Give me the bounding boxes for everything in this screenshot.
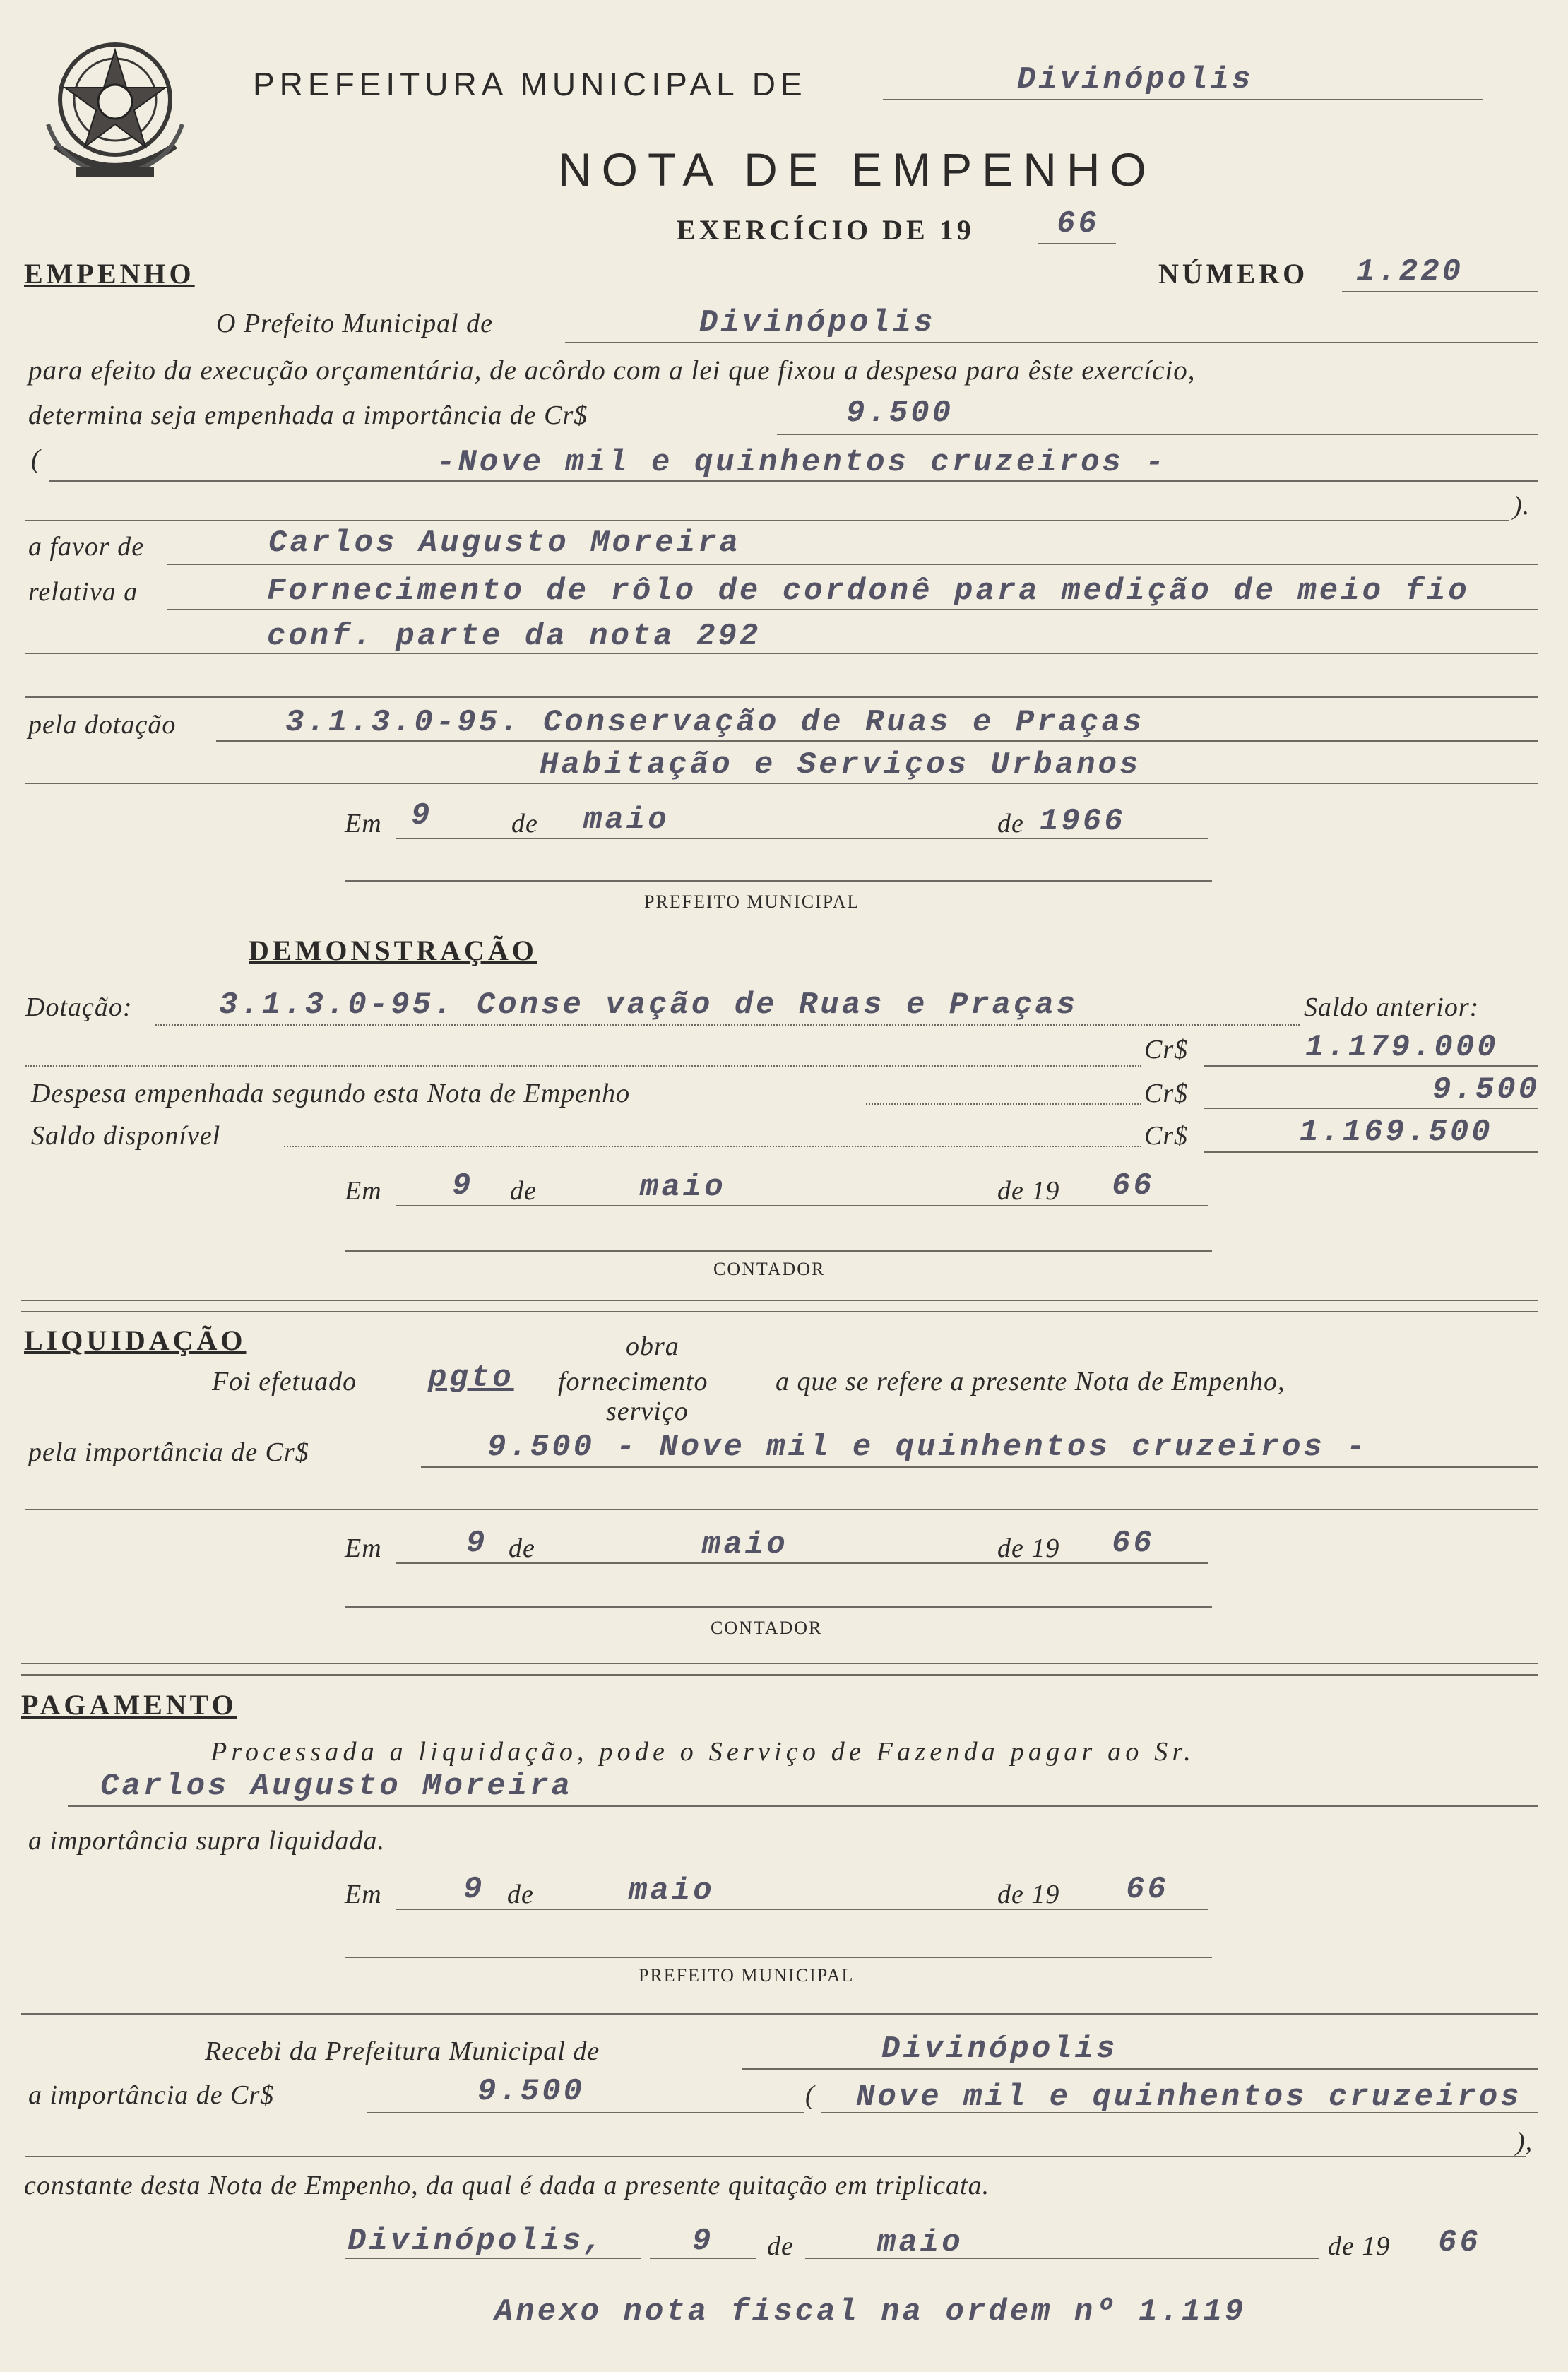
despesa-label: Despesa empenhada segundo esta Nota de Empenho bbox=[31, 1079, 631, 1108]
recibo-amount: 9.500 bbox=[477, 2074, 586, 2109]
prefeito-city-line bbox=[565, 342, 1538, 343]
recibo-city: Divinópolis bbox=[881, 2032, 1118, 2067]
relativa-label: relativa a bbox=[28, 577, 138, 607]
despesa-currency: Cr$ bbox=[1144, 1079, 1189, 1108]
execucao-text: para efeito da execução orçamentária, de acôrdo com a lei que fixou a despesa para êste exercício, bbox=[28, 355, 1196, 386]
favor-name: Carlos Augusto Moreira bbox=[268, 526, 741, 561]
demo-date-day: 9 bbox=[452, 1168, 474, 1204]
pag-date-month: maio bbox=[629, 1873, 715, 1909]
saldo-disponivel-line bbox=[1204, 1151, 1538, 1153]
prefeitura-city-line bbox=[883, 99, 1483, 100]
empenho-date-de1: de bbox=[511, 809, 538, 838]
document-title: NOTA DE EMPENHO bbox=[558, 143, 1156, 196]
numero-line bbox=[1342, 291, 1538, 292]
pag-date-de1: de bbox=[507, 1880, 534, 1909]
pag-signature-label: PREFEITO MUNICIPAL bbox=[639, 1965, 855, 1986]
relativa-line-1 bbox=[167, 609, 1538, 610]
determina-text: determina seja empenhada a importância de Cr$ bbox=[28, 401, 588, 430]
option-servico: serviço bbox=[606, 1396, 689, 1426]
close-paren: ). bbox=[1513, 491, 1531, 521]
recibo-open-paren: ( bbox=[805, 2080, 815, 2110]
pag-date-day: 9 bbox=[463, 1872, 485, 1907]
pagamento-divider bbox=[21, 1663, 1538, 1664]
dotacao-line1-text: 3.1.3.0-95. Conservação de Ruas e Praças bbox=[285, 705, 1145, 740]
saldo-anterior-line bbox=[1204, 1065, 1538, 1067]
refere-text: a que se refere a presente Nota de Empenho, bbox=[776, 1367, 1285, 1396]
liquidacao-divider-2 bbox=[21, 1311, 1538, 1312]
recibo-day-line bbox=[650, 2258, 756, 2259]
pag-date-de2: de 19 bbox=[997, 1880, 1060, 1909]
numero-label: NÚMERO bbox=[1158, 258, 1309, 290]
liq-date-de2: de 19 bbox=[997, 1534, 1060, 1563]
exercicio-year: 66 bbox=[1057, 206, 1100, 242]
recibo-date-de1: de bbox=[767, 2231, 794, 2261]
demo-dotacao-value: 3.1.3.0-95. Conse vação de Ruas e Praças bbox=[219, 988, 1079, 1023]
saldo-disponivel-currency: Cr$ bbox=[1144, 1121, 1189, 1151]
recibo-date-de2: de 19 bbox=[1328, 2231, 1391, 2261]
liq-date-month: maio bbox=[702, 1527, 788, 1562]
saldo-anterior-label: Saldo anterior: bbox=[1304, 992, 1480, 1022]
saldo-anterior-value: 1.179.000 bbox=[1305, 1030, 1499, 1065]
demo-date-em: Em bbox=[345, 1176, 382, 1206]
amount-line bbox=[777, 434, 1538, 435]
relativa-line-2 bbox=[25, 653, 1538, 654]
empenho-date-year: 1966 bbox=[1040, 804, 1126, 839]
empenho-heading: EMPENHO bbox=[24, 258, 195, 290]
despesa-dots bbox=[866, 1103, 1141, 1105]
open-paren: ( bbox=[31, 444, 41, 474]
liquidacao-heading: LIQUIDAÇÃO bbox=[24, 1324, 247, 1356]
demo-date-year: 66 bbox=[1112, 1168, 1155, 1204]
exercicio-year-line bbox=[1038, 243, 1116, 244]
liq-importancia-label: pela importância de Cr$ bbox=[28, 1437, 309, 1467]
dotacao-line2-text: Habitação e Serviços Urbanos bbox=[540, 747, 1141, 783]
constante-text: constante desta Nota de Empenho, da qual é dada a presente quitação em triplicata. bbox=[24, 2171, 990, 2200]
recibo-date-year: 66 bbox=[1438, 2225, 1481, 2260]
typed-pgto: pgto bbox=[428, 1360, 514, 1396]
liq-blank-line bbox=[25, 1509, 1538, 1510]
saldo-disponivel-dots bbox=[284, 1146, 1141, 1147]
liq-importancia-line bbox=[421, 1466, 1538, 1468]
recibo-importancia-label: a importância de Cr$ bbox=[28, 2080, 275, 2110]
empenho-amount-words: -Nove mil e quinhentos cruzeiros - bbox=[436, 445, 1167, 480]
recibo-place: Divinópolis, bbox=[348, 2224, 605, 2259]
recibo-amount-line bbox=[367, 2112, 804, 2113]
demo-date-month: maio bbox=[640, 1170, 726, 1205]
despesa-line bbox=[1204, 1108, 1538, 1109]
payee-line bbox=[68, 1805, 1538, 1807]
empenho-date-month: maio bbox=[583, 802, 670, 838]
contador-signature-line-2 bbox=[345, 1606, 1212, 1608]
payee-name: Carlos Augusto Moreira bbox=[100, 1769, 573, 1804]
pagamento-heading: PAGAMENTO bbox=[21, 1689, 237, 1721]
despesa-value: 9.500 bbox=[1432, 1072, 1540, 1108]
empenho-date-day: 9 bbox=[411, 798, 433, 834]
relativa-line2-text: conf. parte da nota 292 bbox=[267, 619, 761, 654]
pag-date-em: Em bbox=[345, 1880, 382, 1909]
recebi-text: Recebi da Prefeitura Municipal de bbox=[205, 2036, 600, 2066]
prefeito-signature-line bbox=[345, 880, 1212, 882]
contador-signature-label-2: CONTADOR bbox=[711, 1618, 823, 1638]
dotacao-line-1 bbox=[216, 740, 1538, 742]
foi-efetuado: Foi efetuado bbox=[212, 1367, 357, 1396]
recibo-amount-words: Nove mil e quinhentos cruzeiros bbox=[856, 2080, 1522, 2115]
relativa-line-3 bbox=[25, 696, 1538, 698]
dotacao-line-2 bbox=[25, 783, 1538, 784]
liquidacao-divider bbox=[21, 1300, 1538, 1301]
demo-dotacao-label: Dotação: bbox=[25, 992, 133, 1022]
recibo-place-line bbox=[345, 2258, 641, 2259]
amount-words-line-2 bbox=[25, 520, 1509, 521]
empenho-date-de2: de bbox=[997, 809, 1024, 838]
contador-signature-line-1 bbox=[345, 1250, 1212, 1252]
option-fornecimento: fornecimento bbox=[558, 1367, 708, 1396]
recibo-divider bbox=[21, 2013, 1538, 2015]
exercicio-label: EXERCÍCIO DE 19 bbox=[677, 214, 975, 246]
demo-date-de1: de bbox=[510, 1176, 537, 1206]
favor-line bbox=[167, 564, 1538, 565]
empenho-amount: 9.500 bbox=[846, 396, 954, 431]
coat-of-arms-emblem bbox=[34, 25, 196, 188]
contador-signature-label-1: CONTADOR bbox=[713, 1259, 826, 1279]
liq-amount-text: 9.500 - Nove mil e quinhentos cruzeiros - bbox=[487, 1430, 1368, 1465]
pagamento-divider-2 bbox=[21, 1674, 1538, 1676]
saldo-anterior-currency: Cr$ bbox=[1144, 1035, 1189, 1065]
recibo-close-paren: ), bbox=[1516, 2127, 1533, 2157]
prefeitura-city: Divinópolis bbox=[1017, 62, 1254, 97]
empenho-date-em: Em bbox=[345, 809, 382, 838]
option-obra: obra bbox=[626, 1332, 679, 1361]
demo-blank-line bbox=[25, 1065, 1141, 1067]
relativa-line1-text: Fornecimento de rôlo de cordonê para medição de meio fio bbox=[267, 574, 1470, 609]
empenho-city: Divinópolis bbox=[699, 305, 936, 340]
liq-date-day: 9 bbox=[466, 1526, 488, 1561]
prefeitura-label: PREFEITURA MUNICIPAL DE bbox=[253, 66, 807, 102]
prefeito-signature-label: PREFEITO MUNICIPAL bbox=[644, 891, 860, 912]
dotacao-label: pela dotação bbox=[28, 710, 177, 740]
recibo-words-line-2 bbox=[25, 2156, 1526, 2157]
favor-label: a favor de bbox=[28, 532, 145, 562]
demonstracao-heading: DEMONSTRAÇÃO bbox=[249, 935, 537, 966]
amount-words-line bbox=[49, 480, 1538, 482]
liq-date-year: 66 bbox=[1112, 1526, 1155, 1561]
recibo-city-line bbox=[742, 2068, 1538, 2070]
numero-value: 1.220 bbox=[1356, 254, 1464, 290]
annex-note: Anexo nota fiscal na ordem nº 1.119 bbox=[494, 2294, 1247, 2330]
saldo-disponivel-label: Saldo disponível bbox=[31, 1121, 221, 1151]
liq-date-de1: de bbox=[509, 1534, 535, 1563]
recibo-date-day: 9 bbox=[692, 2224, 714, 2259]
saldo-disponivel-value: 1.169.500 bbox=[1300, 1115, 1493, 1150]
demo-dotacao-line bbox=[155, 1024, 1300, 1026]
pag-importancia-text: a importância supra liquidada. bbox=[28, 1826, 386, 1856]
pag-date-year: 66 bbox=[1126, 1872, 1169, 1907]
demo-date-de2: de 19 bbox=[997, 1176, 1060, 1206]
pag-signature-line bbox=[345, 1957, 1212, 1958]
processada-text: Processada a liquidação, pode o Serviço de Fazenda pagar ao Sr. bbox=[210, 1737, 1195, 1767]
recibo-date-month: maio bbox=[877, 2225, 963, 2260]
prefeito-text: O Prefeito Municipal de bbox=[216, 309, 493, 338]
liq-date-em: Em bbox=[345, 1534, 382, 1563]
